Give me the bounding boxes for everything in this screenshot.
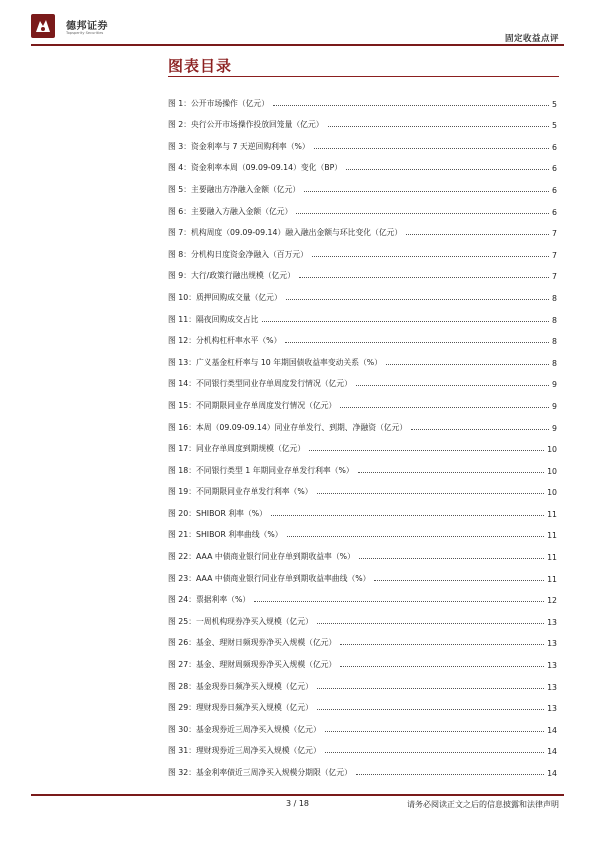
toc-entry[interactable] <box>168 540 557 562</box>
toc-entry-page[interactable]: 14 <box>547 747 557 757</box>
toc-dot-leader <box>374 580 544 581</box>
toc-entry-label[interactable]: 图 1：公开市场操作（亿元） <box>168 98 270 108</box>
toc-entry[interactable] <box>168 346 557 368</box>
toc-entry-label[interactable]: 图 9：大行/政策行融出规模（亿元） <box>168 271 296 281</box>
toc-entry-label[interactable]: 图 32：基金利率债近三周净买入规模分期限（亿元） <box>168 768 352 777</box>
toc-entry-page[interactable]: 10 <box>547 488 557 498</box>
toc-entry-label[interactable]: 图 17：同业存单周度到期规模（亿元） <box>168 444 306 454</box>
toc-entry-label[interactable]: 图 27：基金、理财周频现券净买入规模（亿元） <box>168 660 337 670</box>
toc-title: 图表目录 <box>168 57 233 75</box>
toc-entry[interactable] <box>168 195 557 217</box>
toc-entry-page[interactable]: 9 <box>552 401 557 411</box>
toc-entry-label[interactable]: 图 7：机构周度（09.09-09.14）融入融出金额与环比变化（亿元） <box>168 228 403 238</box>
toc-entry[interactable] <box>168 735 557 757</box>
toc-entry-label[interactable]: 图 14：不同银行类型同业存单周度发行情况（亿元） <box>168 379 352 389</box>
header-divider <box>31 44 564 46</box>
toc-entry-page[interactable]: 7 <box>552 250 557 260</box>
toc-entry[interactable] <box>168 756 557 778</box>
toc-dot-leader <box>359 558 544 559</box>
toc-entry-label[interactable]: 图 18：不同银行类型 1 年期同业存单发行利率（%） <box>168 465 354 475</box>
toc-dot-leader <box>286 299 549 300</box>
toc-entry-label[interactable]: 图 19：不同期限同业存单发行利率（%） <box>168 487 313 497</box>
toc-entry-page[interactable]: 6 <box>552 185 557 195</box>
logo-name-en: Topsperity Securities <box>66 31 104 35</box>
toc-entry-page[interactable]: 13 <box>547 661 557 671</box>
toc-entry-page[interactable]: 6 <box>552 164 557 174</box>
toc-entry[interactable] <box>168 281 557 303</box>
toc-dot-leader <box>312 256 549 257</box>
toc-dot-leader <box>285 342 549 343</box>
footer-divider <box>31 794 564 796</box>
toc-dot-leader <box>314 148 549 149</box>
toc-dot-leader <box>296 213 549 214</box>
toc-entry-page[interactable]: 11 <box>547 509 557 519</box>
toc-entry[interactable] <box>168 260 557 282</box>
toc-entry-label[interactable]: 图 6：主要融入方融入金额（亿元） <box>168 206 293 216</box>
toc-entry-label[interactable]: 图 29：理财现券日频净买入规模（亿元） <box>168 703 313 713</box>
toc-entry[interactable] <box>168 368 557 390</box>
toc-entry-label[interactable]: 图 12：分机构杠杆率水平（%） <box>168 336 282 346</box>
toc-entry[interactable] <box>168 627 557 649</box>
toc-entry[interactable] <box>168 648 557 670</box>
toc-entry[interactable] <box>168 411 557 433</box>
toc-entry[interactable] <box>168 519 557 541</box>
toc-dot-leader <box>346 169 549 170</box>
toc-entry[interactable] <box>168 389 557 411</box>
company-logo <box>31 14 141 38</box>
toc-entry[interactable] <box>168 476 557 498</box>
toc-entry-page[interactable]: 9 <box>552 380 557 390</box>
toc-dot-leader <box>299 277 549 278</box>
toc-entry[interactable] <box>168 562 557 584</box>
toc-entry-page[interactable]: 10 <box>547 466 557 476</box>
toc-dot-leader <box>287 536 545 537</box>
toc-dot-leader <box>325 731 544 732</box>
toc-entry[interactable] <box>168 130 557 152</box>
toc-entry-label[interactable]: 图 31：理财现券近三周净买入规模（亿元） <box>168 746 321 756</box>
toc-entry-page[interactable]: 14 <box>547 725 557 735</box>
toc-entry-page[interactable]: 10 <box>547 445 557 455</box>
toc-dot-leader <box>406 234 549 235</box>
toc-entry-label[interactable]: 图 23：AAA 中债商业银行同业存单到期收益率曲线（%） <box>168 573 371 583</box>
toc-entry-label[interactable]: 图 26：基金、理财日频现券净买入规模（亿元） <box>168 638 337 648</box>
toc-dot-leader <box>356 774 544 775</box>
toc-entry-page[interactable]: 7 <box>552 229 557 239</box>
toc-entry[interactable] <box>168 433 557 455</box>
toc-entry[interactable] <box>168 454 557 476</box>
toc-dot-leader <box>254 601 544 602</box>
toc-dot-leader <box>273 105 549 106</box>
toc-entry-page[interactable]: 7 <box>552 272 557 282</box>
toc-entry-label[interactable]: 图 2：央行公开市场操作投放回笼量（亿元） <box>168 120 324 130</box>
toc-entry-label[interactable]: 图 16：本周（09.09-09.14）同业存单发行、到期、净融资（亿元） <box>168 422 408 432</box>
toc-entry-label[interactable]: 图 11：隔夜回购成交占比 <box>168 314 259 324</box>
toc-dot-leader <box>271 515 544 516</box>
toc-entry-page[interactable]: 13 <box>547 704 557 714</box>
toc-entry-page[interactable]: 13 <box>547 617 557 627</box>
toc-entry-page[interactable]: 8 <box>552 293 557 303</box>
toc-entry-page[interactable]: 11 <box>547 574 557 584</box>
toc-dot-leader <box>340 407 549 408</box>
toc-entry-page[interactable]: 9 <box>552 423 557 433</box>
toc-entry-page[interactable]: 8 <box>552 337 557 347</box>
toc-dot-leader <box>340 644 544 645</box>
toc-entry-page[interactable]: 6 <box>552 207 557 217</box>
toc-entry[interactable] <box>168 605 557 627</box>
toc-entry[interactable] <box>168 325 557 347</box>
report-section-label: 固定收益点评 <box>504 34 559 44</box>
toc-entry-page[interactable]: 14 <box>547 769 557 778</box>
toc-entry-label[interactable]: 图 4：资金利率本周（09.09-09.14）变化（BP） <box>168 163 343 173</box>
toc-entry-label[interactable]: 图 30：基金现券近三周净买入规模（亿元） <box>168 724 321 734</box>
toc-dot-leader <box>262 321 549 322</box>
toc-dot-leader <box>328 126 549 127</box>
toc-entry[interactable] <box>168 584 557 606</box>
toc-entry-label[interactable]: 图 13：广义基金杠杆率与 10 年期国债收益率变动关系（%） <box>168 357 383 367</box>
toc-entry-page[interactable]: 5 <box>552 99 557 109</box>
toc-entry-label[interactable]: 图 15：不同期限同业存单周度发行情况（亿元） <box>168 400 337 410</box>
toc-entry-label[interactable]: 图 25：一周机构现券净买入规模（亿元） <box>168 616 313 626</box>
toc-entry[interactable] <box>168 173 557 195</box>
toc-entry-page[interactable]: 8 <box>552 358 557 368</box>
toc-entry[interactable] <box>168 238 557 260</box>
toc-dot-leader <box>358 472 544 473</box>
toc-entry-page[interactable]: 13 <box>547 682 557 692</box>
toc-dot-leader <box>304 191 549 192</box>
toc-dot-leader <box>340 666 544 667</box>
toc-entry-page[interactable]: 11 <box>547 553 557 563</box>
toc-entry-label[interactable]: 图 10：质押回购成交量（亿元） <box>168 292 282 302</box>
toc-entry-label[interactable]: 图 5：主要融出方净融入金额（亿元） <box>168 184 301 194</box>
logo-mark-icon <box>31 14 55 38</box>
disclaimer-note: 请务必阅读正文之后的信息披露和法律声明 <box>407 800 559 809</box>
figure-index-list <box>168 87 557 778</box>
logo-name-cn: 德邦证券 <box>66 21 108 32</box>
toc-entry-page[interactable]: 12 <box>547 596 557 606</box>
toc-entry[interactable] <box>168 217 557 239</box>
toc-entry[interactable] <box>168 303 557 325</box>
toc-dot-leader <box>309 450 544 451</box>
toc-dot-leader <box>356 385 549 386</box>
toc-entry-page[interactable]: 11 <box>547 531 557 541</box>
toc-entry[interactable] <box>168 713 557 735</box>
toc-entry-label[interactable]: 图 24：票据利率（%） <box>168 595 251 605</box>
toc-entry-page[interactable]: 5 <box>552 121 557 131</box>
toc-entry-label[interactable]: 图 20：SHIBOR 利率（%） <box>168 508 267 518</box>
toc-dot-leader <box>317 623 544 624</box>
toc-entry[interactable] <box>168 692 557 714</box>
toc-dot-leader <box>325 752 544 753</box>
page-number: 3 / 18 <box>285 799 310 808</box>
toc-entry-label[interactable]: 图 21：SHIBOR 利率曲线（%） <box>168 530 283 540</box>
toc-entry[interactable] <box>168 152 557 174</box>
toc-dot-leader <box>317 709 544 710</box>
toc-entry-page[interactable]: 6 <box>552 142 557 152</box>
toc-entry-label[interactable]: 图 28：基金现券日频净买入规模（亿元） <box>168 681 313 691</box>
toc-entry-page[interactable]: 13 <box>547 639 557 649</box>
toc-entry-label[interactable]: 图 22：AAA 中债商业银行同业存单到期收益率（%） <box>168 552 355 562</box>
toc-entry-page[interactable]: 8 <box>552 315 557 325</box>
toc-dot-leader <box>317 493 545 494</box>
toc-dot-leader <box>386 364 549 365</box>
toc-dot-leader <box>317 688 544 689</box>
toc-dot-leader <box>411 429 549 430</box>
toc-entry[interactable] <box>168 670 557 692</box>
toc-entry-label[interactable]: 图 3：资金利率与 7 天逆回购利率（%） <box>168 141 310 151</box>
toc-entry[interactable] <box>168 87 557 109</box>
toc-entry[interactable] <box>168 109 557 131</box>
toc-entry[interactable] <box>168 497 557 519</box>
toc-entry-label[interactable]: 图 8：分机构日度资金净融入（百万元） <box>168 249 308 259</box>
toc-title-divider <box>168 76 559 77</box>
